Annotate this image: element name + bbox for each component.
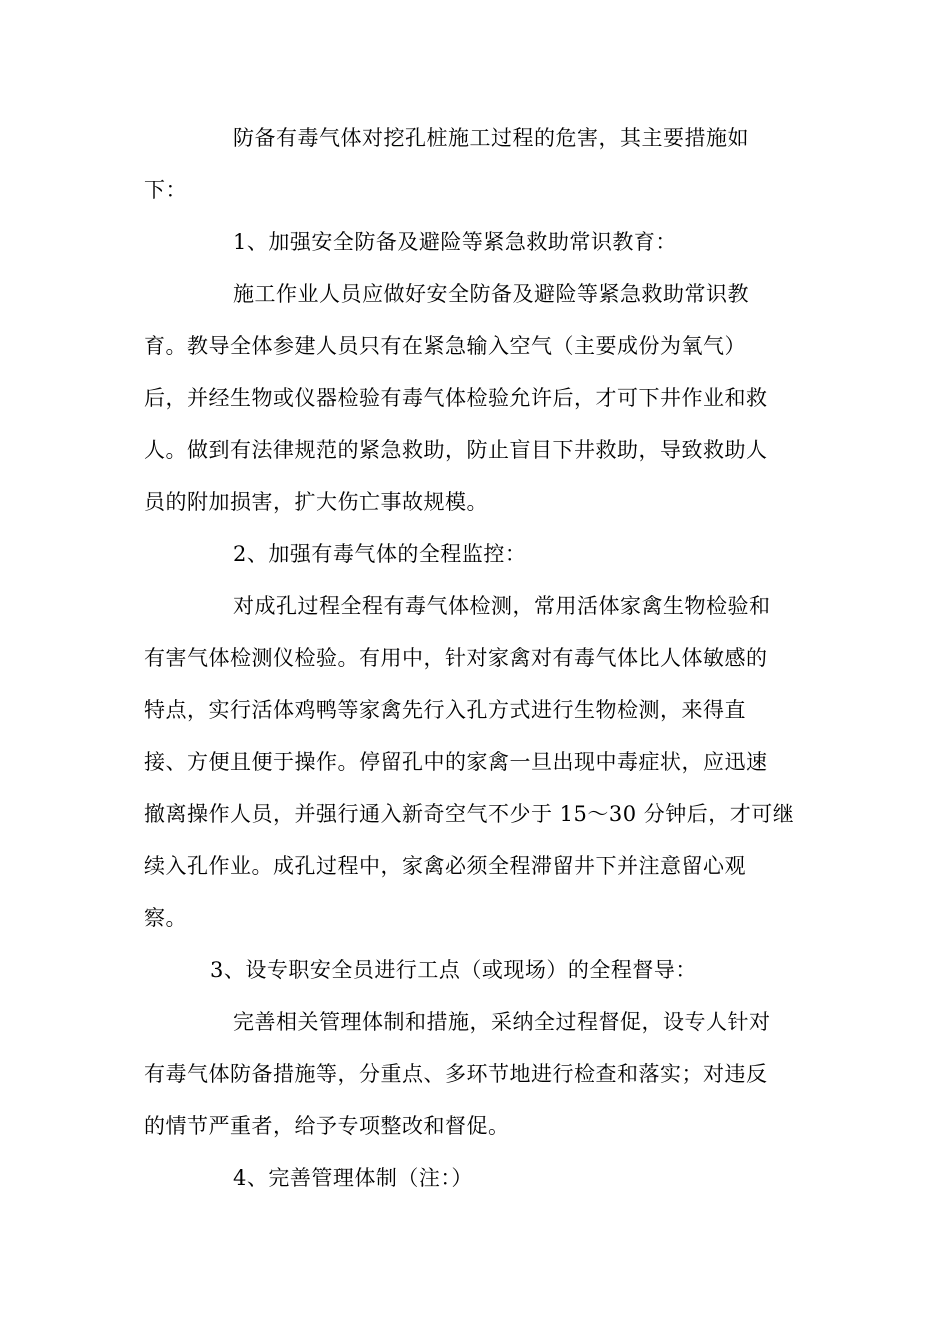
paragraph-line: 完善相关管理体制和措施，采纳全过程督促，设专人针对 [233, 1010, 771, 1034]
paragraph-line: 续入孔作业。成孔过程中，家禽必须全程滞留井下并注意留心观 [144, 854, 746, 878]
paragraph-line: 有毒气体防备措施等，分重点、多环节地进行检查和落实；对违反 [144, 1062, 768, 1086]
section-heading-2: 2、加强有毒气体的全程监控： [233, 542, 527, 566]
paragraph-line: 撤离操作人员，并强行通入新奇空气不少于 15～30 分钟后，才可继 [144, 802, 795, 826]
paragraph-line: 下： [144, 178, 187, 202]
paragraph-line: 施工作业人员应做好安全防备及避险等紧急救助常识教 [233, 282, 749, 306]
paragraph-line: 后，并经生物或仪器检验有毒气体检验允许后，才可下井作业和救 [144, 386, 768, 410]
paragraph-line: 察。 [144, 906, 187, 930]
paragraph-line: 人。做到有法律规范的紧急救助，防止盲目下井救助，导致救助人 [144, 438, 768, 462]
paragraph-line: 员的附加损害，扩大伤亡事故规模。 [144, 490, 488, 514]
paragraph-line: 接、方便且便于操作。停留孔中的家禽一旦出现中毒症状，应迅速 [144, 750, 768, 774]
section-heading-1: 1、加强安全防备及避险等紧急救助常识教育： [233, 230, 677, 254]
section-heading-4: 4、完善管理体制（注：） [233, 1166, 473, 1190]
paragraph-line: 有害气体检测仪检验。有用中，针对家禽对有毒气体比人体敏感的 [144, 646, 768, 670]
paragraph-line: 的情节严重者，给予专项整改和督促。 [144, 1114, 510, 1138]
section-heading-3: 3、设专职安全员进行工点（或现场）的全程督导： [210, 958, 697, 982]
paragraph-line: 对成孔过程全程有毒气体检测，常用活体家禽生物检验和 [233, 594, 771, 618]
paragraph-line: 防备有毒气体对挖孔桩施工过程的危害，其主要措施如 [233, 126, 749, 150]
paragraph-line: 特点，实行活体鸡鸭等家禽先行入孔方式进行生物检测，来得直 [144, 698, 746, 722]
paragraph-line: 育。教导全体参建人员只有在紧急输入空气（主要成份为氧气） [144, 334, 746, 358]
